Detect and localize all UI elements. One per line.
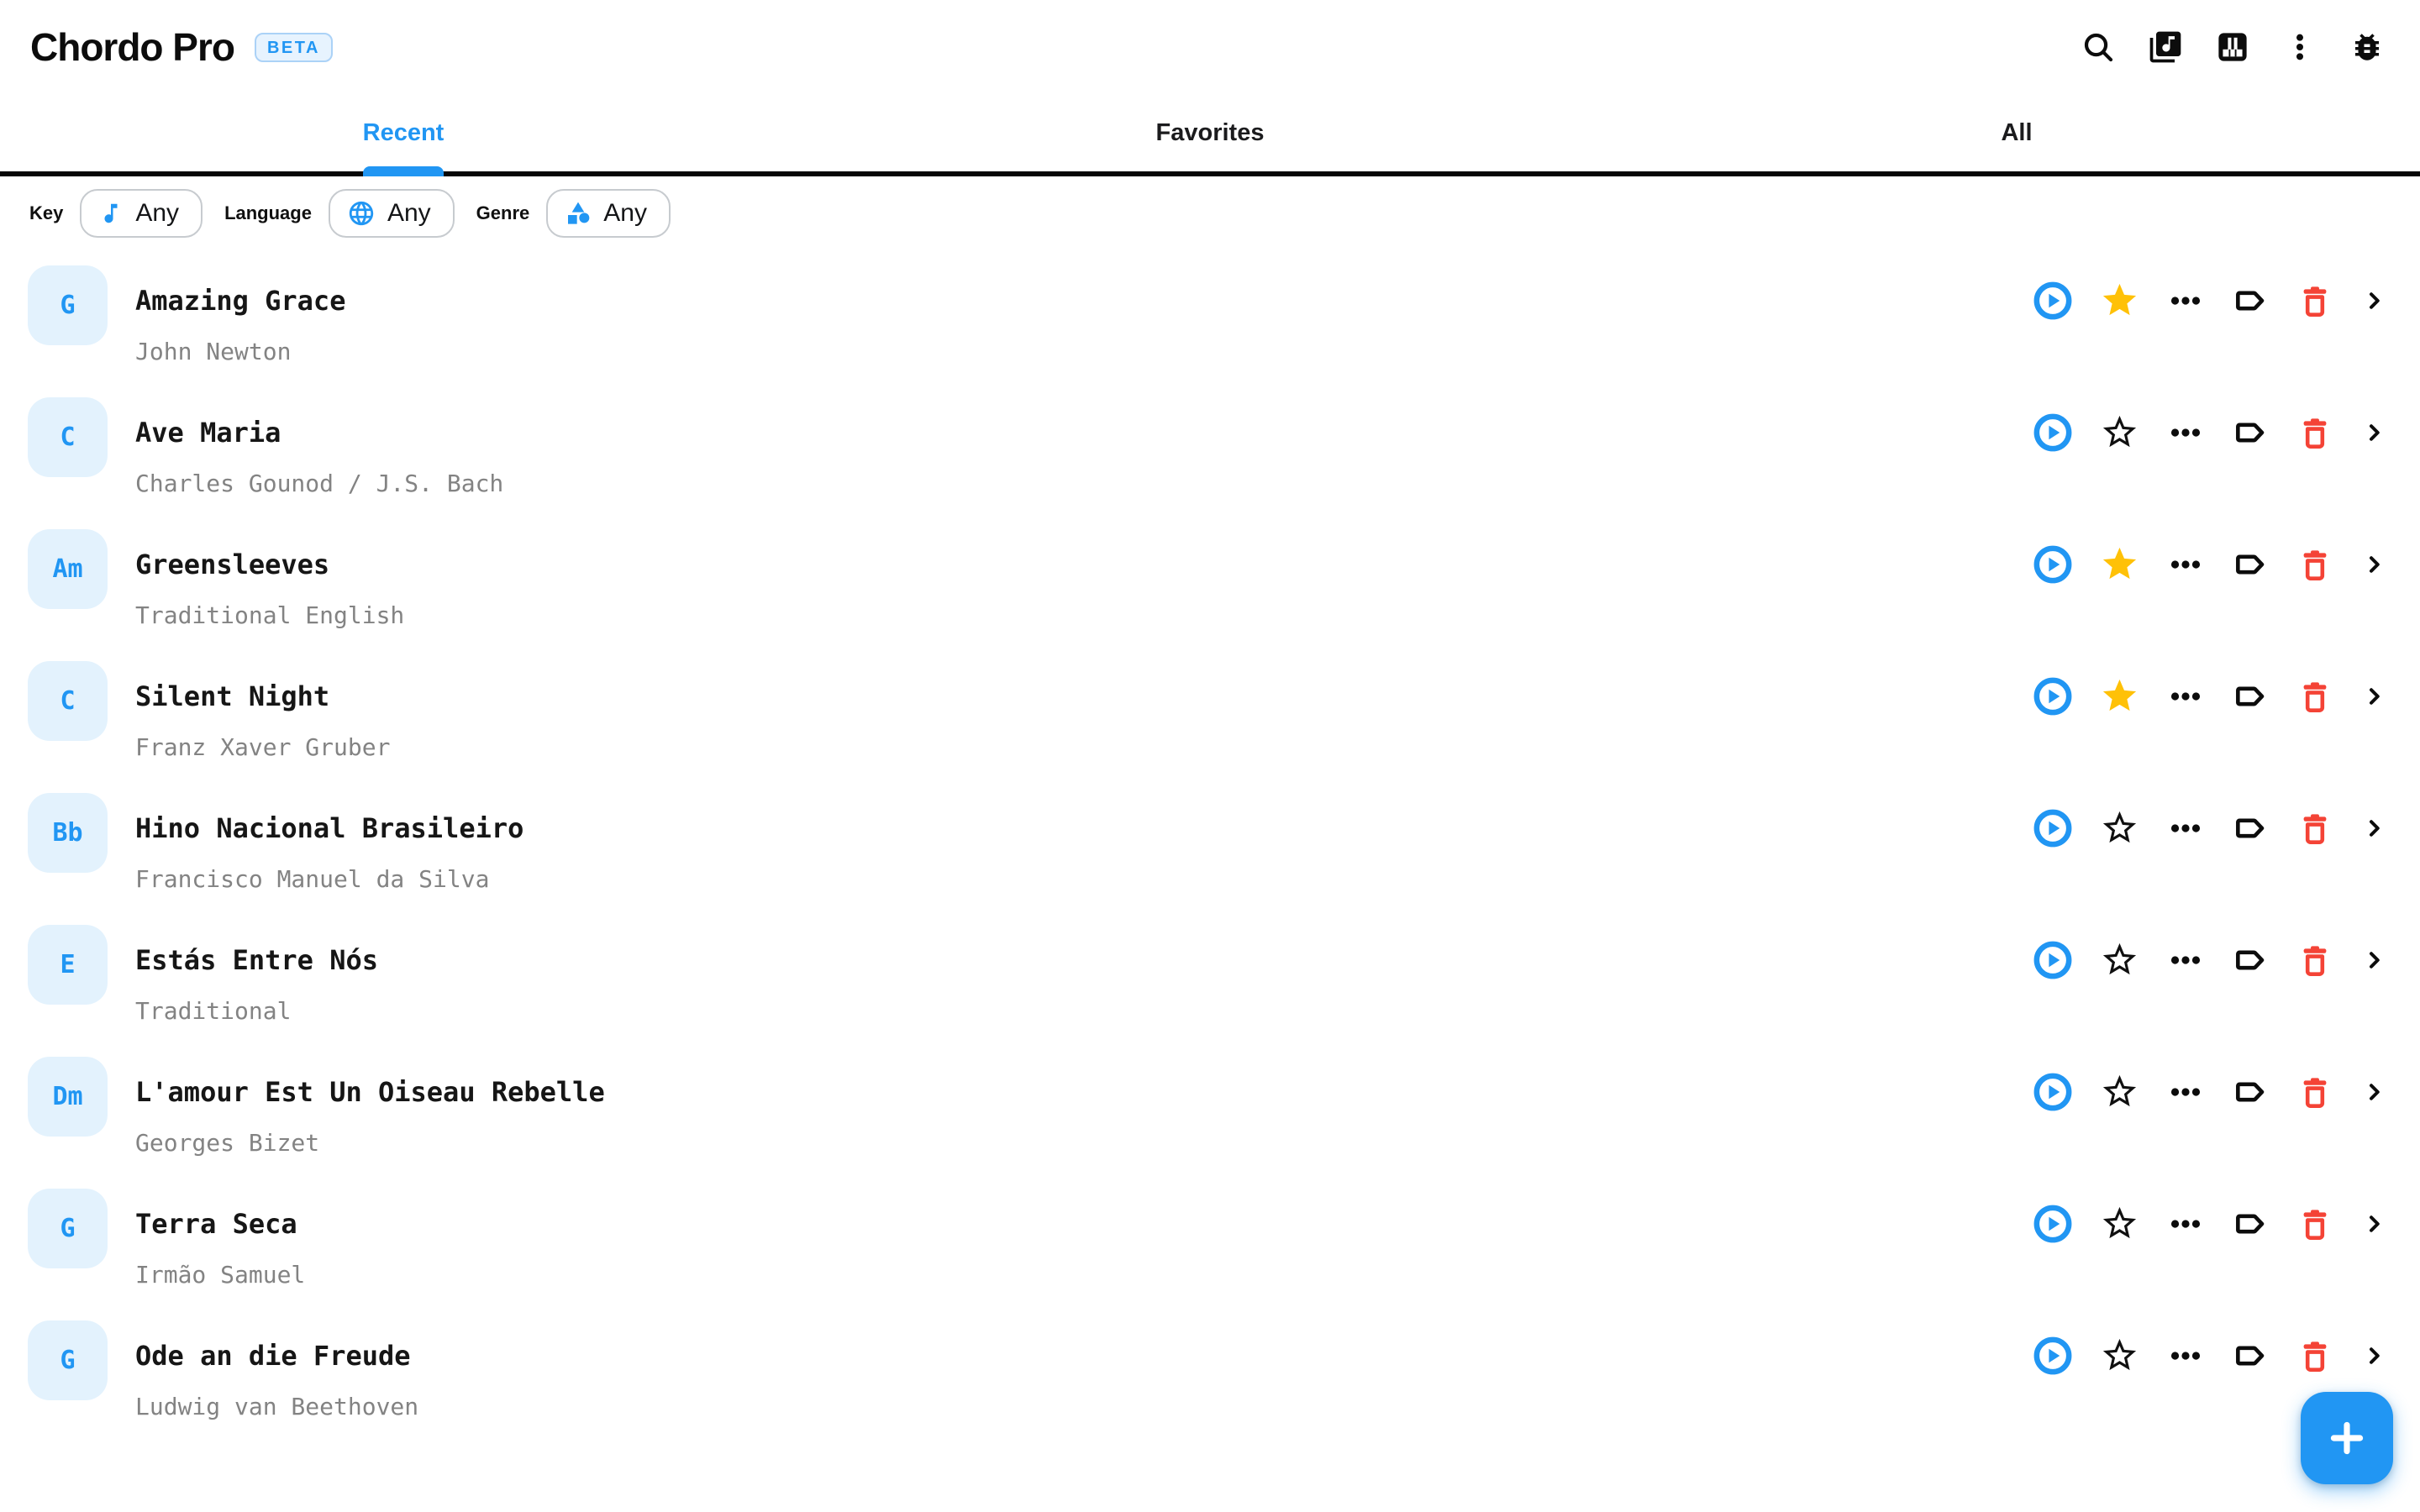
tag-button[interactable] — [2232, 414, 2269, 451]
favorite-button[interactable] — [2100, 676, 2139, 716]
song-text — [135, 1031, 605, 1163]
favorite-button[interactable] — [2100, 281, 2139, 320]
tag-button[interactable] — [2232, 942, 2269, 979]
play-button[interactable] — [2033, 1205, 2072, 1243]
row-actions — [2033, 281, 2388, 320]
song-key-badge — [28, 925, 108, 1005]
tag-button[interactable] — [2232, 282, 2269, 319]
category-shapes-icon — [565, 200, 592, 227]
row-actions — [2033, 1072, 2388, 1111]
favorite-button[interactable] — [2100, 808, 2139, 848]
row-chevron-button[interactable] — [2361, 287, 2388, 314]
trash-icon — [2296, 1074, 2333, 1110]
chevron-right-icon — [2361, 1342, 2388, 1369]
play-button[interactable] — [2033, 1336, 2072, 1375]
tag-button[interactable] — [2232, 678, 2269, 715]
tab-all[interactable] — [1613, 94, 2420, 171]
label-tag-icon — [2232, 414, 2269, 451]
star-outline-icon — [2100, 940, 2139, 979]
row-chevron-button[interactable] — [2361, 1079, 2388, 1105]
play-button[interactable] — [2033, 677, 2072, 716]
language-filter-chip[interactable] — [329, 189, 455, 238]
song-title: Amazing Grace — [135, 285, 346, 317]
play-button[interactable] — [2033, 545, 2072, 584]
row-chevron-button[interactable] — [2361, 1342, 2388, 1369]
song-artist: Charles Gounod / J.S. Bach — [135, 470, 504, 497]
bug-report-icon — [2349, 29, 2385, 65]
language-filter-label: Language — [224, 202, 312, 223]
delete-button[interactable] — [2296, 1205, 2333, 1242]
plus-icon — [2325, 1416, 2369, 1460]
trash-icon — [2296, 1205, 2333, 1242]
song-key-badge — [28, 1057, 108, 1137]
delete-button[interactable] — [2296, 414, 2333, 451]
tag-button[interactable] — [2232, 1337, 2269, 1374]
globe-icon — [347, 199, 376, 228]
more-button[interactable] — [2167, 810, 2204, 847]
song-artist: John Newton — [135, 338, 292, 365]
key-filter-value: Any — [135, 199, 180, 227]
piano-icon — [2215, 29, 2250, 65]
chevron-right-icon — [2361, 683, 2388, 710]
label-tag-icon — [2232, 546, 2269, 583]
favorite-button[interactable] — [2100, 1336, 2139, 1375]
row-chevron-button[interactable] — [2361, 683, 2388, 710]
song-list — [0, 239, 2420, 1426]
more-horiz-icon — [2167, 546, 2204, 583]
song-text — [135, 899, 378, 1031]
play-circle-icon — [2033, 1073, 2072, 1111]
trash-icon — [2296, 678, 2333, 715]
chevron-right-icon — [2361, 1210, 2388, 1237]
tab-recent-label: Recent — [362, 118, 445, 146]
song-row[interactable] — [0, 1031, 2420, 1163]
label-tag-icon — [2232, 810, 2269, 847]
library-button[interactable] — [2146, 28, 2185, 66]
chevron-right-icon — [2361, 419, 2388, 446]
song-text — [135, 239, 345, 371]
song-artist: Francisco Manuel da Silva — [135, 865, 490, 893]
tag-button[interactable] — [2232, 1205, 2269, 1242]
song-key: Bb — [52, 818, 83, 848]
more-horiz-icon — [2167, 282, 2204, 319]
app-header — [0, 0, 2420, 94]
song-key-badge — [28, 661, 108, 741]
song-text — [135, 635, 390, 767]
more-horiz-icon — [2167, 414, 2204, 451]
more-button[interactable] — [2167, 546, 2204, 583]
row-actions — [2033, 940, 2388, 979]
tab-recent[interactable] — [0, 94, 807, 171]
song-text — [135, 1294, 418, 1426]
row-actions — [2033, 676, 2388, 716]
tag-button[interactable] — [2232, 810, 2269, 847]
library-music-icon — [2147, 29, 2184, 66]
row-chevron-button[interactable] — [2361, 551, 2388, 578]
tag-button[interactable] — [2232, 1074, 2269, 1110]
label-tag-icon — [2232, 678, 2269, 715]
song-row[interactable] — [0, 767, 2420, 899]
play-circle-icon — [2033, 281, 2072, 320]
star-outline-icon — [2100, 808, 2139, 848]
song-title: Ode an die Freude — [135, 1340, 411, 1372]
song-artist: Ludwig van Beethoven — [135, 1393, 419, 1420]
chevron-right-icon — [2361, 287, 2388, 314]
key-filter-label: Key — [29, 202, 64, 223]
trash-icon — [2296, 942, 2333, 979]
play-button[interactable] — [2033, 281, 2072, 320]
song-title: Hino Nacional Brasileiro — [135, 812, 524, 844]
chevron-right-icon — [2361, 551, 2388, 578]
favorite-button[interactable] — [2100, 544, 2139, 584]
delete-button[interactable] — [2296, 810, 2333, 847]
favorite-button[interactable] — [2100, 1072, 2139, 1111]
song-text — [135, 503, 404, 635]
song-row[interactable] — [0, 899, 2420, 1031]
star-outline-icon — [2100, 1336, 2139, 1375]
song-title: L'amour Est Un Oiseau Rebelle — [135, 1076, 605, 1108]
more-button[interactable] — [2167, 282, 2204, 319]
song-key: G — [60, 1346, 76, 1375]
row-actions — [2033, 544, 2388, 584]
song-artist: Georges Bizet — [135, 1129, 320, 1157]
play-circle-icon — [2033, 1336, 2072, 1375]
song-key-badge — [28, 397, 108, 477]
more-button[interactable] — [2167, 942, 2204, 979]
star-outline-icon — [2100, 1072, 2139, 1111]
row-chevron-button[interactable] — [2361, 1210, 2388, 1237]
song-row[interactable] — [0, 371, 2420, 503]
row-actions — [2033, 1336, 2388, 1375]
song-key-badge — [28, 1189, 108, 1268]
label-tag-icon — [2232, 282, 2269, 319]
song-key: C — [60, 686, 76, 716]
song-row[interactable] — [0, 1163, 2420, 1294]
genre-filter-label: Genre — [476, 202, 530, 223]
play-button[interactable] — [2033, 809, 2072, 848]
play-circle-icon — [2033, 677, 2072, 716]
more-horiz-icon — [2167, 942, 2204, 979]
more-vert-icon — [2283, 30, 2317, 64]
favorite-button[interactable] — [2100, 412, 2139, 452]
language-filter-value: Any — [387, 199, 431, 227]
song-key: E — [60, 950, 76, 979]
delete-button[interactable] — [2296, 678, 2333, 715]
more-button[interactable] — [2167, 1074, 2204, 1110]
tag-button[interactable] — [2232, 546, 2269, 583]
play-circle-icon — [2033, 1205, 2072, 1243]
search-icon — [2081, 29, 2116, 65]
trash-icon — [2296, 546, 2333, 583]
add-song-fab[interactable] — [2301, 1392, 2393, 1484]
song-key-badge — [28, 793, 108, 873]
song-key-badge — [28, 1320, 108, 1400]
more-horiz-icon — [2167, 810, 2204, 847]
chevron-right-icon — [2361, 815, 2388, 842]
more-button[interactable] — [2167, 414, 2204, 451]
tab-bar — [0, 94, 2420, 176]
label-tag-icon — [2232, 942, 2269, 979]
song-row[interactable] — [0, 1294, 2420, 1426]
play-button[interactable] — [2033, 1073, 2072, 1111]
trash-icon — [2296, 1337, 2333, 1374]
more-button[interactable] — [2167, 1205, 2204, 1242]
song-key: G — [60, 1214, 76, 1243]
more-horiz-icon — [2167, 1205, 2204, 1242]
delete-button[interactable] — [2296, 546, 2333, 583]
chevron-right-icon — [2361, 1079, 2388, 1105]
label-tag-icon — [2232, 1074, 2269, 1110]
search-button[interactable] — [2079, 28, 2118, 66]
play-circle-icon — [2033, 413, 2072, 452]
row-chevron-button[interactable] — [2361, 815, 2388, 842]
play-circle-icon — [2033, 941, 2072, 979]
song-row[interactable] — [0, 503, 2420, 635]
chevron-right-icon — [2361, 947, 2388, 974]
delete-button[interactable] — [2296, 1074, 2333, 1110]
row-actions — [2033, 1204, 2388, 1243]
more-button[interactable] — [2167, 1337, 2204, 1374]
delete-button[interactable] — [2296, 1337, 2333, 1374]
star-icon — [2100, 544, 2139, 584]
song-title: Terra Seca — [135, 1208, 297, 1240]
song-title: Greensleeves — [135, 549, 330, 580]
piano-button[interactable] — [2213, 28, 2252, 66]
genre-filter-value: Any — [603, 199, 647, 227]
song-text — [135, 371, 503, 503]
row-actions — [2033, 412, 2388, 452]
song-row[interactable] — [0, 239, 2420, 371]
tab-favorites[interactable] — [807, 94, 1613, 171]
song-text — [135, 767, 523, 899]
key-filter-chip[interactable] — [80, 189, 203, 238]
row-chevron-button[interactable] — [2361, 947, 2388, 974]
song-text — [135, 1163, 305, 1294]
delete-button[interactable] — [2296, 282, 2333, 319]
label-tag-icon — [2232, 1205, 2269, 1242]
song-artist: Traditional English — [135, 601, 405, 629]
more-horiz-icon — [2167, 678, 2204, 715]
row-actions — [2033, 808, 2388, 848]
play-circle-icon — [2033, 809, 2072, 848]
filter-bar — [0, 189, 2420, 238]
more-horiz-icon — [2167, 1337, 2204, 1374]
more-horiz-icon — [2167, 1074, 2204, 1110]
song-title: Ave Maria — [135, 417, 281, 449]
trash-icon — [2296, 414, 2333, 451]
play-circle-icon — [2033, 545, 2072, 584]
song-key: Dm — [52, 1082, 83, 1111]
play-button[interactable] — [2033, 413, 2072, 452]
song-title: Estás Entre Nós — [135, 944, 378, 976]
header-actions — [2079, 28, 2386, 66]
trash-icon — [2296, 282, 2333, 319]
delete-button[interactable] — [2296, 942, 2333, 979]
song-key-badge — [28, 529, 108, 609]
bug-report-button[interactable] — [2348, 28, 2386, 66]
star-outline-icon — [2100, 1204, 2139, 1243]
active-tab-indicator — [363, 166, 444, 176]
genre-filter-chip[interactable] — [546, 189, 671, 238]
song-title: Silent Night — [135, 680, 330, 712]
trash-icon — [2296, 810, 2333, 847]
song-key: Am — [52, 554, 83, 584]
song-artist: Traditional — [135, 997, 292, 1025]
song-row[interactable] — [0, 635, 2420, 767]
row-chevron-button[interactable] — [2361, 419, 2388, 446]
app-title: Chordo Pro — [30, 25, 234, 69]
tab-favorites-label: Favorites — [1155, 118, 1265, 146]
music-note-icon — [98, 201, 124, 226]
song-artist: Franz Xaver Gruber — [135, 733, 391, 761]
more-button[interactable] — [2167, 678, 2204, 715]
label-tag-icon — [2232, 1337, 2269, 1374]
overflow-menu-button[interactable] — [2281, 28, 2319, 66]
song-key-badge — [28, 265, 108, 345]
star-icon — [2100, 676, 2139, 716]
favorite-button[interactable] — [2100, 1204, 2139, 1243]
song-key: C — [60, 423, 76, 452]
song-artist: Irmão Samuel — [135, 1261, 306, 1289]
favorite-button[interactable] — [2100, 940, 2139, 979]
beta-badge: BETA — [255, 33, 333, 62]
play-button[interactable] — [2033, 941, 2072, 979]
star-outline-icon — [2100, 412, 2139, 452]
song-key: G — [60, 291, 76, 320]
tab-all-label: All — [2001, 118, 2033, 146]
star-icon — [2100, 281, 2139, 320]
